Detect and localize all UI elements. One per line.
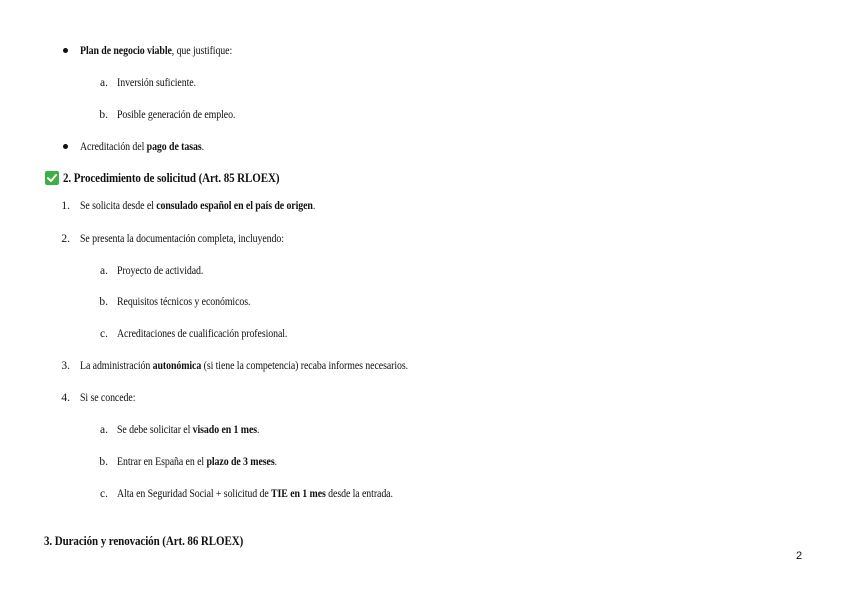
bold-text: plazo de 3 meses (206, 456, 275, 468)
text: Se solicita desde el (80, 200, 157, 212)
list-marker: 4. (61, 392, 70, 404)
bullet-pago-tasas (80, 140, 204, 154)
list-marker: b. (99, 109, 108, 121)
bold-text: autonómica (152, 360, 202, 372)
bold-text: Plan de negocio viable (80, 45, 172, 57)
sub-item-requisitos: Requisitos técnicos y económicos. (117, 296, 251, 308)
bold-text: pago de tasas (146, 141, 202, 153)
list-marker: 1. (61, 200, 70, 212)
text: Se debe solicitar el (117, 424, 193, 436)
bullet-dot (63, 144, 68, 149)
step-2-documentacion: Se presenta la documentación completa, incluyendo: (80, 233, 284, 245)
text: Alta en Seguridad Social + solicitud de (117, 488, 272, 500)
list-marker: b. (99, 456, 108, 468)
list-marker: a. (100, 424, 108, 436)
section-heading-duracion: 3. Duración y renovación (Art. 86 RLOEX) (44, 534, 244, 548)
page-number: 2 (796, 550, 803, 562)
text: . (274, 456, 277, 468)
text: Acreditación del (80, 141, 147, 153)
sub-item-proyecto: Proyecto de actividad. (117, 265, 204, 277)
bullet-dot (63, 48, 68, 53)
text: (si tiene la competencia) recaba informes necesarios. (201, 360, 409, 372)
bold-text: visado en 1 mes (192, 424, 258, 436)
step-4-concede: Si se concede: (80, 392, 136, 404)
text: , que justifique: (171, 45, 233, 57)
text: . (312, 200, 316, 212)
step-3-administracion (80, 359, 408, 373)
list-marker: 3. (61, 360, 70, 372)
sub-item-inversion: Inversión suficiente. (117, 77, 196, 89)
step-1-consulado (80, 199, 315, 213)
sub-item-entrar (117, 455, 277, 469)
list-marker: a. (100, 77, 108, 89)
text: . (201, 141, 204, 153)
bold-text: consulado español en el país de origen (156, 200, 313, 212)
list-marker: b. (99, 296, 108, 308)
list-marker: 2. (61, 233, 70, 245)
text: Entrar en España en el (117, 456, 207, 468)
list-marker: a. (100, 265, 108, 277)
sub-item-visado (117, 423, 259, 437)
list-marker: c. (100, 488, 108, 500)
list-marker: c. (100, 328, 108, 340)
sub-item-alta (117, 487, 393, 501)
sub-item-acreditaciones: Acreditaciones de cualificación profesional. (117, 328, 288, 340)
sub-item-empleo: Posible generación de empleo. (117, 109, 236, 121)
text: La administración (80, 360, 153, 372)
check-mark-icon (45, 171, 59, 185)
text: desde la entrada. (325, 488, 393, 500)
text: . (257, 424, 260, 436)
bold-text: TIE en 1 mes (271, 488, 326, 500)
section-heading-procedimiento: 2. Procedimiento de solicitud (Art. 85 RLOEX) (63, 171, 280, 185)
bullet-plan-negocio (80, 44, 232, 58)
